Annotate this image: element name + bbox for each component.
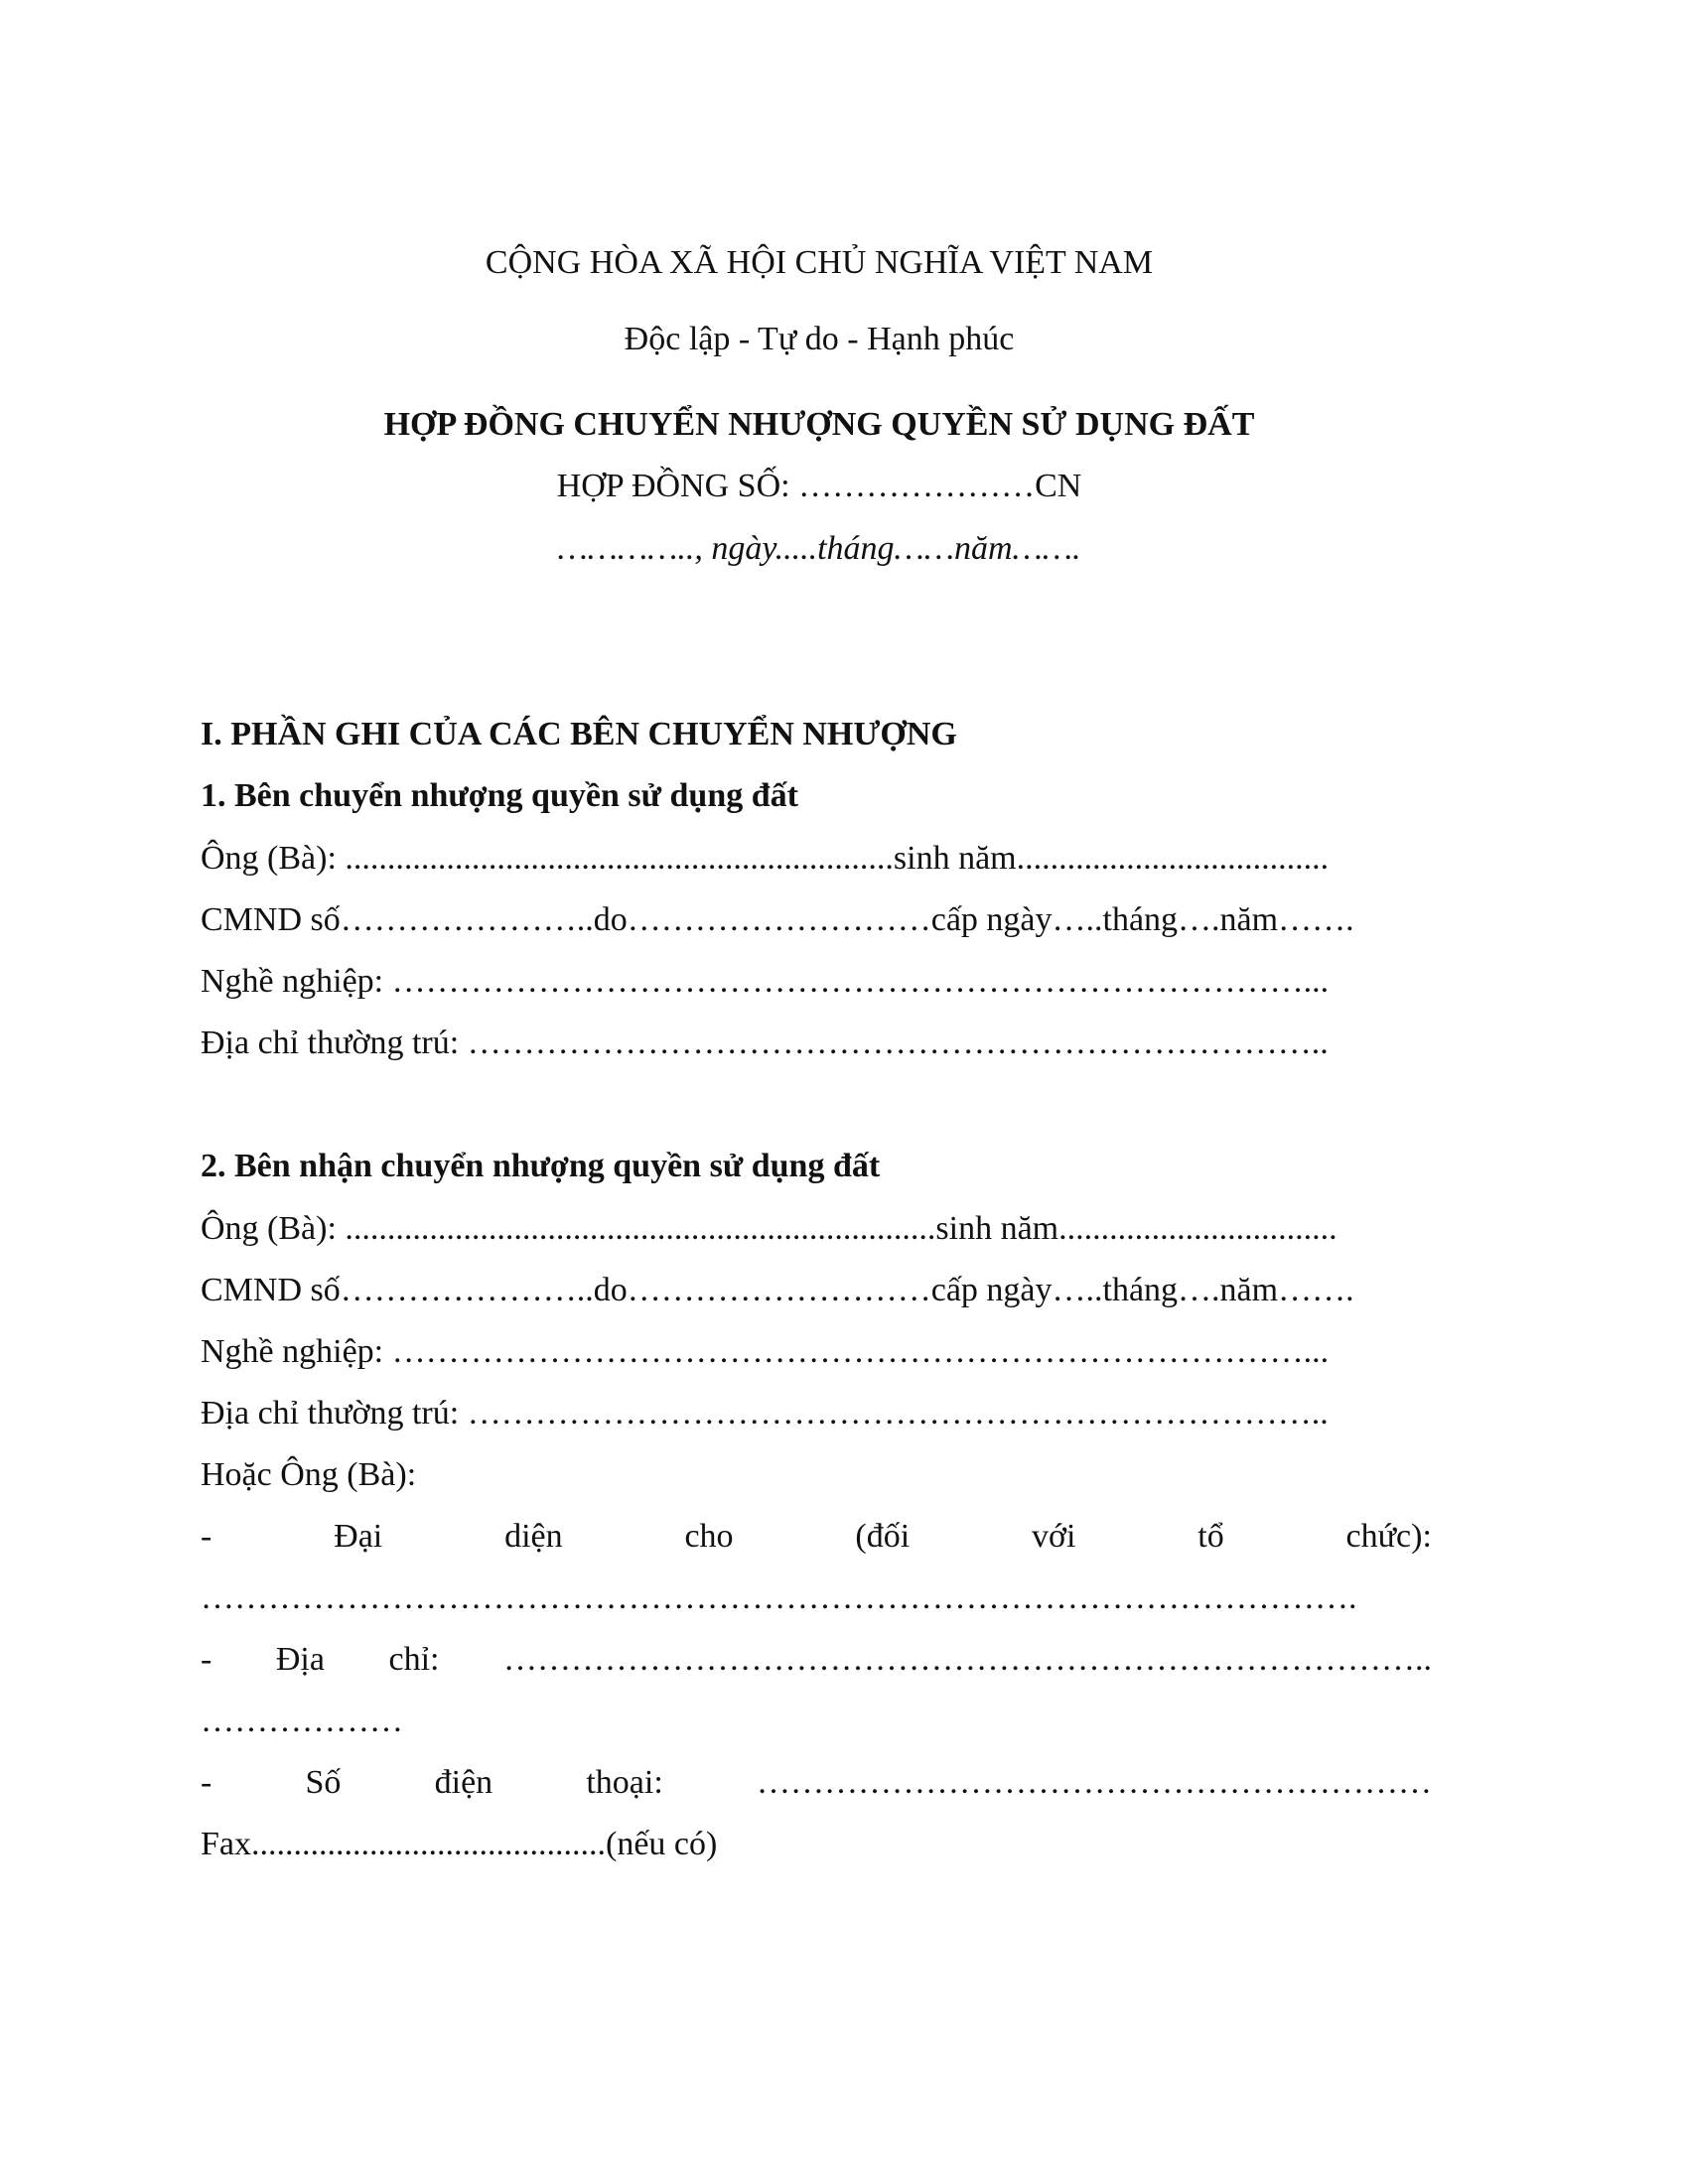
- address-row: [201, 1640, 1432, 1680]
- party1-name-field: Ông (Bà): .................................................................sinh năm.....................................: [201, 840, 1330, 877]
- party2-address-field: Địa chỉ thường trú: …………………………………………………………………..: [201, 1395, 1329, 1432]
- addr-word: ………………………………………………………………………..: [503, 1641, 1432, 1678]
- phone-word: -: [201, 1764, 212, 1801]
- rep-word: Đại: [334, 1518, 383, 1555]
- phone-word: điện: [434, 1764, 493, 1801]
- party1-address-field: Địa chỉ thường trú: …………………………………………………………………..: [201, 1024, 1329, 1061]
- representative-row: [201, 1517, 1432, 1557]
- addr-word: Địa: [275, 1641, 325, 1678]
- party2-name-field: Ông (Bà): ......................................................................sinh năm.................................: [201, 1210, 1337, 1247]
- addr-word: chỉ:: [388, 1641, 440, 1678]
- party1-job-field: Nghề nghiệp: ………………………………………………………………………...: [201, 963, 1330, 1000]
- rep-word: -: [201, 1518, 212, 1555]
- party2-or-label: Hoặc Ông (Bà):: [201, 1456, 417, 1493]
- phone-row: [201, 1763, 1432, 1803]
- section-heading: I. PHẦN GHI CỦA CÁC BÊN CHUYỂN NHƯỢNG: [201, 716, 957, 752]
- date-line: ………….., ngày.....tháng……năm…….: [557, 530, 1081, 567]
- rep-word: chức):: [1345, 1518, 1432, 1555]
- phone-word: Số: [305, 1764, 342, 1801]
- party2-job-field: Nghề nghiệp: ………………………………………………………………………...: [201, 1333, 1330, 1370]
- phone-word: thoại:: [586, 1764, 663, 1801]
- contract-number: HỢP ĐỒNG SỐ: …………………CN: [556, 468, 1082, 504]
- rep-word: diện: [504, 1518, 563, 1555]
- addr-word: -: [201, 1641, 212, 1678]
- national-motto: Độc lập - Tự do - Hạnh phúc: [624, 321, 1015, 357]
- document-title: HỢP ĐỒNG CHUYỂN NHƯỢNG QUYỀN SỬ DỤNG ĐẤT: [383, 406, 1255, 443]
- rep-word: (đối: [855, 1518, 911, 1555]
- address-dots: ………………: [201, 1703, 403, 1739]
- fax-field: Fax..........................................(nếu có): [201, 1826, 718, 1862]
- party2-id-field: CMND số…………………..do………………………cấp ngày…..tháng….năm…….: [201, 1272, 1354, 1308]
- rep-word: tổ: [1197, 1518, 1224, 1555]
- party2-heading: 2. Bên nhận chuyển nhượng quyền sử dụng đất: [201, 1148, 881, 1184]
- country-name: CỘNG HÒA XÃ HỘI CHỦ NGHĨA VIỆT NAM: [485, 244, 1154, 281]
- rep-word: với: [1031, 1518, 1076, 1555]
- representative-dots: ………………………………………………………………………………………….: [201, 1579, 1357, 1616]
- phone-word: ……………………………………………………: [756, 1764, 1432, 1801]
- rep-word: cho: [684, 1518, 734, 1555]
- party1-heading: 1. Bên chuyển nhượng quyền sử dụng đất: [201, 777, 798, 814]
- party1-id-field: CMND số…………………..do………………………cấp ngày…..tháng….năm…….: [201, 901, 1354, 938]
